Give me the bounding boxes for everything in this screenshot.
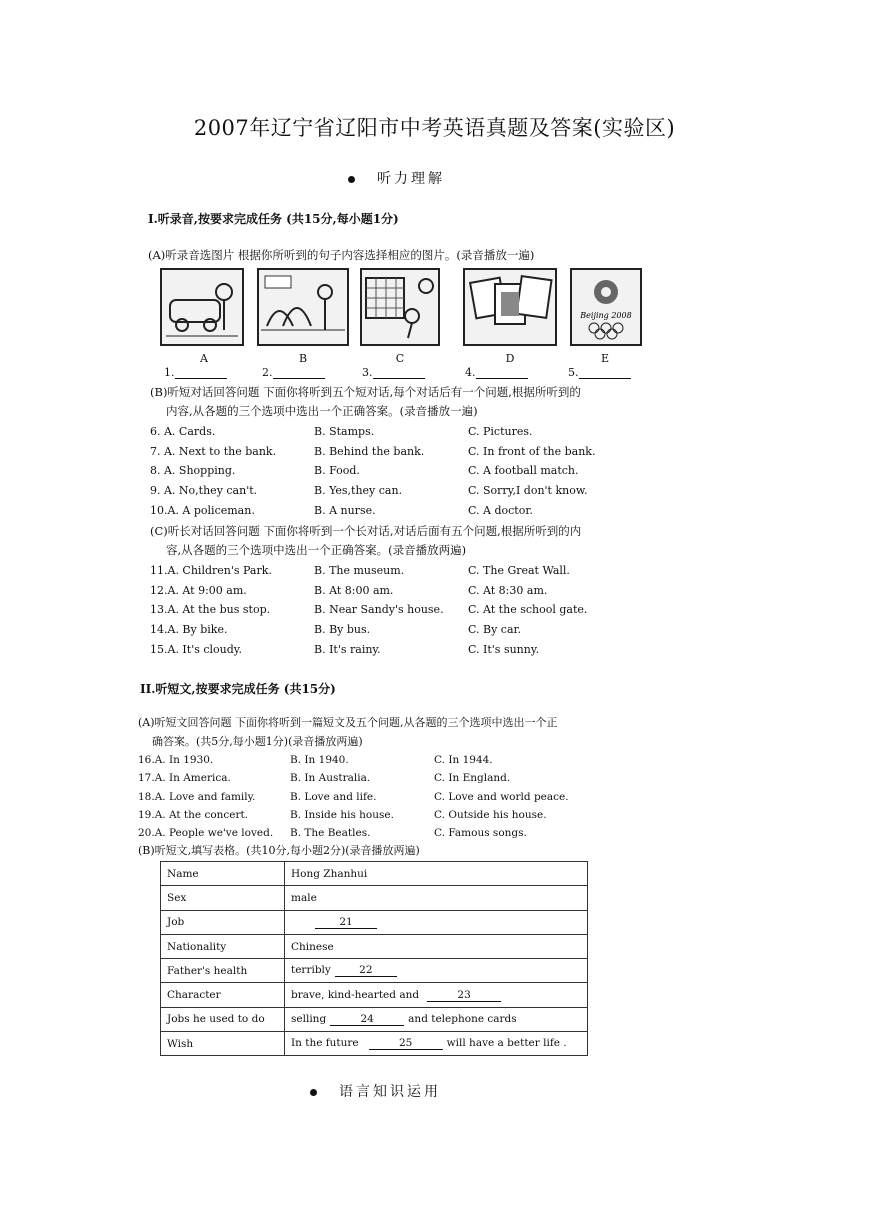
part2A-instruction-2: 确答案。(共5分,每小题1分)(录音播放两遍) xyxy=(152,735,363,748)
questions-b-list xyxy=(150,422,750,520)
question-row: 6. A. Cards. B. Stamps. C. Pictures. xyxy=(150,425,533,438)
question-row: 13.A. At the bus stop. B. Near Sandy's house. C. At the school gate. xyxy=(150,603,588,617)
table-key: Jobs he used to do xyxy=(161,1007,285,1031)
question-row: 20.A. People we've loved. B. The Beatles. C. Famous songs. xyxy=(138,827,527,840)
question-row: 11.A. Children's Park. B. The museum. C. The Great Wall. xyxy=(150,564,570,577)
question-row: 17.A. In America. B. In Australia. C. In England. xyxy=(138,772,511,785)
table-value: brave, kind-hearted and 23 xyxy=(285,983,588,1007)
question-row: 14.A. By bike. B. By bus. C. By car. xyxy=(150,623,522,637)
answer-blank-22: 22 xyxy=(335,964,397,977)
questions-c-list xyxy=(150,561,750,659)
table-value: Chinese xyxy=(285,934,588,958)
part2A-instruction-1: (A)听短文回答问题 下面你将听到一篇短文及五个问题,从各题的三个选项中选出一个正 xyxy=(138,716,558,729)
table-value: male xyxy=(285,886,588,910)
info-table xyxy=(160,861,588,1056)
table-key: Father's health xyxy=(161,959,285,983)
table-row xyxy=(161,886,588,910)
question-row: 18.A. Love and family. B. Love and life. C. Love and world peace. xyxy=(138,790,569,803)
part2-heading: II.听短文,按要求完成任务 (共15分) xyxy=(140,682,336,696)
section-listening-label: 听力理解 xyxy=(377,171,445,187)
section-language xyxy=(310,1081,441,1101)
partC-instruction-1: (C)听长对话回答问题 下面你将听到一个长对话,对话后面有五个问题,根据所听到的内 xyxy=(150,524,582,538)
question-row: 16.A. In 1930. B. In 1940. C. In 1944. xyxy=(138,754,493,766)
table-key: Wish xyxy=(161,1032,285,1056)
table-row xyxy=(161,910,588,934)
question-row: 8. A. Shopping. B. Food. C. A football match. xyxy=(150,464,579,478)
answer-blank-1: 1. xyxy=(164,366,227,379)
table-key: Nationality xyxy=(161,934,285,958)
partA-instruction: (A)听录音选图片 根据你所听到的句子内容选择相应的图片。(录音播放一遍) xyxy=(148,248,535,262)
table-value: selling 24 and telephone cards xyxy=(285,1007,588,1031)
bullet-icon xyxy=(348,176,355,183)
picture-b-opera-house xyxy=(257,268,349,346)
partB-instruction-2: 内容,从各题的三个选项中选出一个正确答案。(录音播放一遍) xyxy=(166,404,478,418)
table-key: Sex xyxy=(161,886,285,910)
answer-blank-23: 23 xyxy=(427,989,501,1002)
partC-instruction-2: 容,从各题的三个选项中选出一个正确答案。(录音播放两遍) xyxy=(166,543,467,557)
answer-blank-21: 21 xyxy=(315,916,377,929)
table-row xyxy=(161,959,588,983)
answer-blank-25: 25 xyxy=(369,1037,443,1050)
table-row xyxy=(161,934,588,958)
table-row xyxy=(161,1032,588,1056)
section-language-label: 语言知识运用 xyxy=(339,1084,441,1100)
table-row xyxy=(161,862,588,886)
question-row: 19.A. At the concert. B. Inside his house. C. Outside his house. xyxy=(138,808,547,821)
question-row: 12.A. At 9:00 am. B. At 8:00 am. C. At 8:30 am. xyxy=(150,583,548,597)
table-value: Hong Zhanhui xyxy=(285,862,588,886)
answer-blank-3: 3. xyxy=(362,366,425,379)
table-value: terribly 22 xyxy=(285,959,588,983)
logo-caption: Beijing 2008 xyxy=(580,311,632,320)
bullet-icon xyxy=(310,1089,317,1096)
picture-label-b: B xyxy=(298,352,308,365)
page-title: 2007年辽宁省辽阳市中考英语真题及答案(实验区) xyxy=(193,116,676,140)
question-row: 7. A. Next to the bank. B. Behind the bank. C. In front of the bank. xyxy=(150,444,596,458)
question-row: 9. A. No,they can't. B. Yes,they can. C. Sorry,I don't know. xyxy=(150,484,588,498)
answer-blank-24: 24 xyxy=(330,1013,404,1026)
picture-label-a: A xyxy=(200,352,208,365)
table-key: Job xyxy=(161,910,285,934)
answer-blank-2: 2. xyxy=(262,366,325,379)
picture-e-beijing-2008 xyxy=(570,268,642,346)
picture-label-d: D xyxy=(505,352,515,365)
answer-blank-4: 4. xyxy=(465,366,528,379)
partB-instruction-1: (B)听短对话回答问题 下面你将听到五个短对话,每个对话后有一个问题,根据所听到的 xyxy=(150,385,581,399)
part1-heading: I.听录音,按要求完成任务 (共15分,每小题1分) xyxy=(148,212,399,226)
table-value: In the future 25 will have a better life . xyxy=(285,1032,588,1056)
question-row: 15.A. It's cloudy. B. It's rainy. C. It's sunny. xyxy=(150,642,540,656)
questions-2a-list xyxy=(138,751,738,842)
table-row xyxy=(161,983,588,1007)
table-key: Character xyxy=(161,983,285,1007)
picture-label-e: E xyxy=(600,352,610,365)
table-key: Name xyxy=(161,862,285,886)
answer-blank-5: 5. xyxy=(568,366,631,379)
picture-c-football-goal xyxy=(360,268,440,346)
table-value xyxy=(285,910,588,934)
question-row: 10.A. A policeman. B. A nurse. C. A doctor. xyxy=(150,503,533,517)
section-listening xyxy=(348,168,445,188)
part2B-instruction: (B)听短文,填写表格。(共10分,每小题2分)(录音播放两遍) xyxy=(138,844,420,857)
table-row xyxy=(161,1007,588,1031)
picture-label-c: C xyxy=(395,352,405,365)
picture-a-car-scene xyxy=(160,268,244,346)
picture-d-cards-stamps xyxy=(463,268,557,346)
